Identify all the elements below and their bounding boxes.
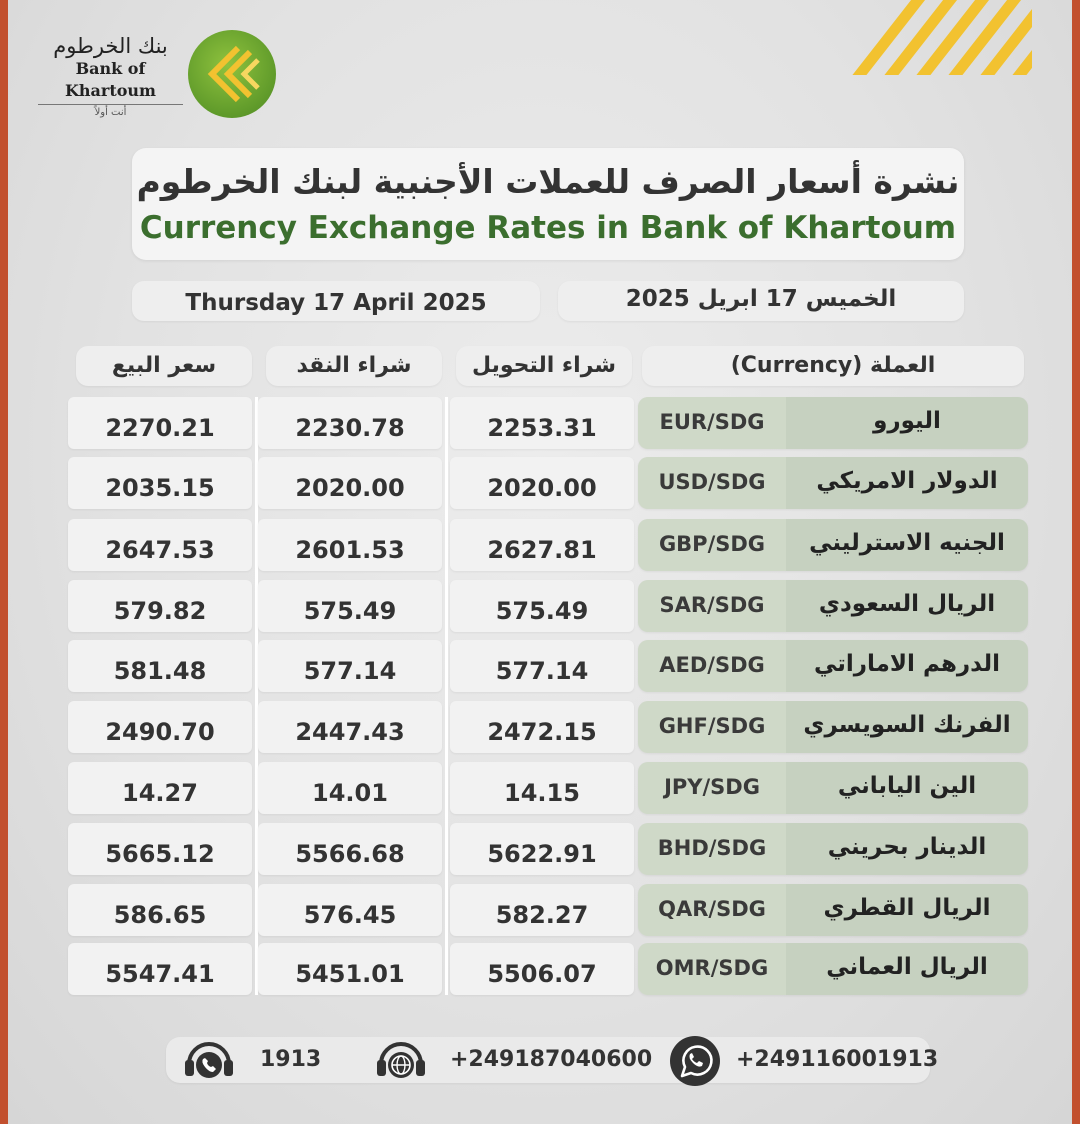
currency-name: الدولار الامريكي bbox=[786, 457, 1028, 509]
currency-name: الدينار بحريني bbox=[786, 823, 1028, 875]
currency-cell bbox=[638, 640, 1028, 692]
transfer-buy-rate: 2020.00 bbox=[450, 457, 634, 509]
cash-buy-rate: 5451.01 bbox=[258, 943, 442, 995]
transfer-buy-rate: 2627.81 bbox=[450, 519, 634, 571]
header-currency: العملة (Currency) bbox=[642, 346, 1024, 386]
transfer-buy-rate: 5622.91 bbox=[450, 823, 634, 875]
table-row bbox=[68, 823, 1028, 875]
date-english: Thursday 17 April 2025 bbox=[132, 281, 540, 321]
header-sell: سعر البيع bbox=[76, 346, 252, 386]
title-card bbox=[132, 148, 964, 260]
cash-buy-rate: 575.49 bbox=[258, 580, 442, 632]
sell-rate: 2490.70 bbox=[68, 701, 252, 753]
sell-rate: 5547.41 bbox=[68, 943, 252, 995]
table-row bbox=[68, 457, 1028, 509]
cash-buy-rate: 2447.43 bbox=[258, 701, 442, 753]
currency-code: JPY/SDG bbox=[638, 762, 786, 814]
currency-code: QAR/SDG bbox=[638, 884, 786, 936]
transfer-buy-rate: 14.15 bbox=[450, 762, 634, 814]
header-cash-buy: شراء النقد bbox=[266, 346, 442, 386]
transfer-buy-rate: 575.49 bbox=[450, 580, 634, 632]
sell-rate: 579.82 bbox=[68, 580, 252, 632]
currency-name: الريال السعودي bbox=[786, 580, 1028, 632]
cash-buy-rate: 2020.00 bbox=[258, 457, 442, 509]
currency-name: الين الياباني bbox=[786, 762, 1028, 814]
callcenter-number[interactable]: 1913 bbox=[260, 1047, 322, 1072]
sell-rate: 2035.15 bbox=[68, 457, 252, 509]
sell-rate: 5665.12 bbox=[68, 823, 252, 875]
table-row bbox=[68, 701, 1028, 753]
header-transfer-buy: شراء التحويل bbox=[456, 346, 632, 386]
transfer-buy-rate: 5506.07 bbox=[450, 943, 634, 995]
sell-rate: 14.27 bbox=[68, 762, 252, 814]
currency-cell bbox=[638, 884, 1028, 936]
currency-cell bbox=[638, 943, 1028, 995]
transfer-buy-rate: 577.14 bbox=[450, 640, 634, 692]
cash-buy-rate: 577.14 bbox=[258, 640, 442, 692]
table-row bbox=[68, 397, 1028, 449]
cash-buy-rate: 14.01 bbox=[258, 762, 442, 814]
sell-rate: 2270.21 bbox=[68, 397, 252, 449]
table-row bbox=[68, 762, 1028, 814]
website-phone-number[interactable]: +249187040600 bbox=[450, 1047, 653, 1072]
table-row bbox=[68, 580, 1028, 632]
currency-code: AED/SDG bbox=[638, 640, 786, 692]
bank-logo-icon bbox=[188, 30, 276, 118]
bank-tagline: أنت أولاً bbox=[38, 104, 183, 120]
table-row bbox=[68, 519, 1028, 571]
sell-rate: 586.65 bbox=[68, 884, 252, 936]
cash-buy-rate: 5566.68 bbox=[258, 823, 442, 875]
transfer-buy-rate: 582.27 bbox=[450, 884, 634, 936]
currency-cell bbox=[638, 519, 1028, 571]
currency-name: اليورو bbox=[786, 397, 1028, 449]
decorative-stripes bbox=[832, 0, 1032, 75]
currency-name: الريال القطري bbox=[786, 884, 1028, 936]
currency-cell bbox=[638, 580, 1028, 632]
cash-buy-rate: 2601.53 bbox=[258, 519, 442, 571]
transfer-buy-rate: 2472.15 bbox=[450, 701, 634, 753]
currency-name: الجنيه الاسترليني bbox=[786, 519, 1028, 571]
cash-buy-rate: 2230.78 bbox=[258, 397, 442, 449]
currency-name: الريال العماني bbox=[786, 943, 1028, 995]
bank-name-en: Bank of Khartoum bbox=[65, 59, 156, 100]
date-arabic: الخميس 17 ابريل 2025 bbox=[558, 281, 964, 321]
whatsapp-number[interactable]: +249116001913 bbox=[736, 1047, 939, 1072]
bank-logo-text bbox=[38, 34, 183, 120]
currency-name: الفرنك السويسري bbox=[786, 701, 1028, 753]
currency-code: EUR/SDG bbox=[638, 397, 786, 449]
sell-rate: 581.48 bbox=[68, 640, 252, 692]
globe-headset-icon[interactable] bbox=[372, 1032, 430, 1090]
currency-code: GBP/SDG bbox=[638, 519, 786, 571]
contact-bar bbox=[166, 1037, 939, 1083]
transfer-buy-rate: 2253.31 bbox=[450, 397, 634, 449]
table-row bbox=[68, 884, 1028, 936]
currency-code: GHF/SDG bbox=[638, 701, 786, 753]
currency-code: USD/SDG bbox=[638, 457, 786, 509]
phone-headset-icon[interactable] bbox=[180, 1032, 238, 1090]
currency-cell bbox=[638, 823, 1028, 875]
currency-cell bbox=[638, 457, 1028, 509]
sell-rate: 2647.53 bbox=[68, 519, 252, 571]
bank-name-ar: بنك الخرطوم bbox=[53, 34, 168, 58]
currency-cell bbox=[638, 397, 1028, 449]
currency-cell bbox=[638, 701, 1028, 753]
currency-cell bbox=[638, 762, 1028, 814]
currency-code: SAR/SDG bbox=[638, 580, 786, 632]
table-row bbox=[68, 943, 1028, 995]
title-english: Currency Exchange Rates in Bank of Khartoum bbox=[139, 210, 957, 246]
currency-name: الدرهم الاماراتي bbox=[786, 640, 1028, 692]
table-row bbox=[68, 640, 1028, 692]
whatsapp-icon[interactable] bbox=[666, 1032, 724, 1090]
cash-buy-rate: 576.45 bbox=[258, 884, 442, 936]
title-arabic: نشرة أسعار الصرف للعملات الأجنبية لبنك الخرطوم bbox=[136, 162, 960, 201]
currency-code: BHD/SDG bbox=[638, 823, 786, 875]
currency-code: OMR/SDG bbox=[638, 943, 786, 995]
